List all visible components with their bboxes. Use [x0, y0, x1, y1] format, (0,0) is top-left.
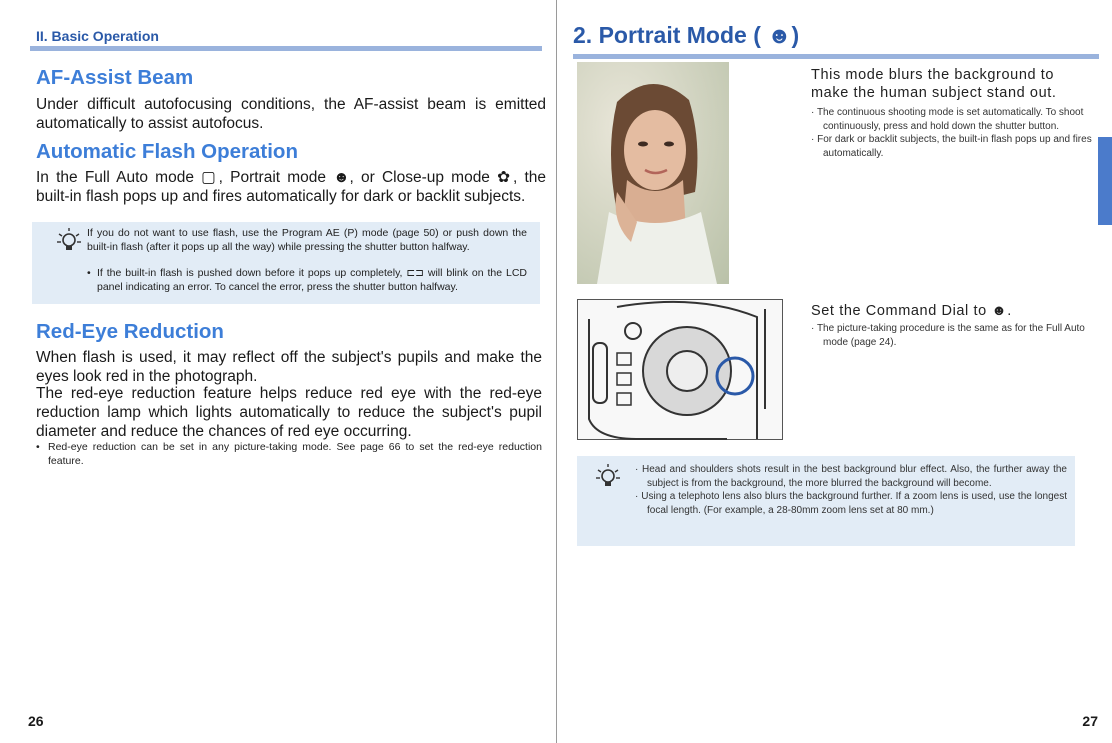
dial-heading: Set the Command Dial to ☻. [811, 303, 1012, 319]
portrait-bullets [811, 106, 1093, 160]
bulb-tip-icon [593, 462, 623, 492]
portrait-photo [577, 62, 729, 284]
red-eye-text-2: The red-eye reduction feature helps reduce red eye with the red-eye reduction lamp which lights automatically to reduce the subject's pupil diameter and reduce the chances of red eye occurring. [36, 385, 542, 440]
portrait-tip-box [577, 456, 1075, 546]
auto-flash-text [36, 168, 546, 206]
flash-tip-1: If you do not want to use flash, use the Program AE (P) mode (page 50) or push down the built-in flash (after it pops up all the way) while pressing the shutter button halfway. [87, 227, 527, 253]
red-eye-text-1: When flash is used, it may reflect off the subject's pupils and make the eyes look red in the photograph. [36, 349, 542, 385]
portrait-tip-1: · Head and shoulders shots result in the best background blur effect. Also, the further away the subject is from the background, the more blurred the background will become. [635, 464, 1067, 489]
auto-flash-line-1: In the Full Auto mode ▢, Portrait mode ☻, or Close-up mode ✿, the [36, 169, 546, 186]
af-assist-line-2: automatically to assist autofocus. [36, 115, 264, 132]
page-number-right: 27 [1082, 713, 1098, 729]
heading-red-eye: Red-Eye Reduction [36, 320, 224, 343]
af-assist-text [36, 95, 546, 133]
section-label: II. Basic Operation [36, 28, 159, 44]
dial-bullet: · The picture-taking procedure is the same as for the Full Auto mode (page 24). [811, 323, 1085, 348]
flash-tip-box [32, 222, 540, 304]
section-rule [30, 46, 542, 51]
portrait-tips [635, 463, 1067, 517]
chapter-tab [1098, 137, 1112, 225]
heading-af-assist: AF-Assist Beam [36, 66, 194, 89]
portrait-intro: This mode blurs the background to make the human subject stand out. [811, 67, 1057, 101]
flash-tip-2-text: If the built-in flash is pushed down before it pops up completely, ⊏⊐ will blink on the LCD panel indicating an error. To cancel the error, press the shutter button halfway. [97, 267, 527, 293]
page-number-left: 26 [28, 713, 44, 729]
bulb-tip-icon [54, 226, 84, 256]
portrait-tip-2: · Using a telephoto lens also blurs the background further. If a zoom lens is used, use the longest focal length. (For example, a 28-80mm zoom lens set at 80 mm.) [635, 491, 1067, 516]
page-title: 2. Portrait Mode ( ☻) [573, 22, 800, 48]
red-eye-note-text: Red-eye reduction can be set in any picture-taking mode. See page 66 to set the red-eye reduction feature. [48, 441, 542, 467]
portrait-bullet-1: · The continuous shooting mode is set automatically. To shoot continuously, press and hold down the shutter button. [811, 107, 1084, 132]
flash-tip-2: • If the built-in flash is pushed down before it pops up completely, ⊏⊐ will blink on the LCD panel indicating an error. To cancel the error, press the shutter button halfway. [87, 267, 527, 293]
right-page [557, 0, 1112, 743]
camera-dial-illustration [577, 299, 783, 440]
red-eye-note: • Red-eye reduction can be set in any picture-taking mode. See page 66 to set the red-eye reduction feature. [36, 441, 542, 467]
portrait-bullet-2: · For dark or backlit subjects, the built-in flash pops up and fires automatically. [811, 134, 1092, 159]
auto-flash-line-2: built-in flash pops up and fires automatically for dark or backlit subjects. [36, 188, 526, 205]
heading-auto-flash: Automatic Flash Operation [36, 140, 298, 163]
af-assist-line-1: Under difficult autofocusing conditions, the AF-assist beam is emitted [36, 96, 546, 113]
title-rule [573, 54, 1099, 59]
